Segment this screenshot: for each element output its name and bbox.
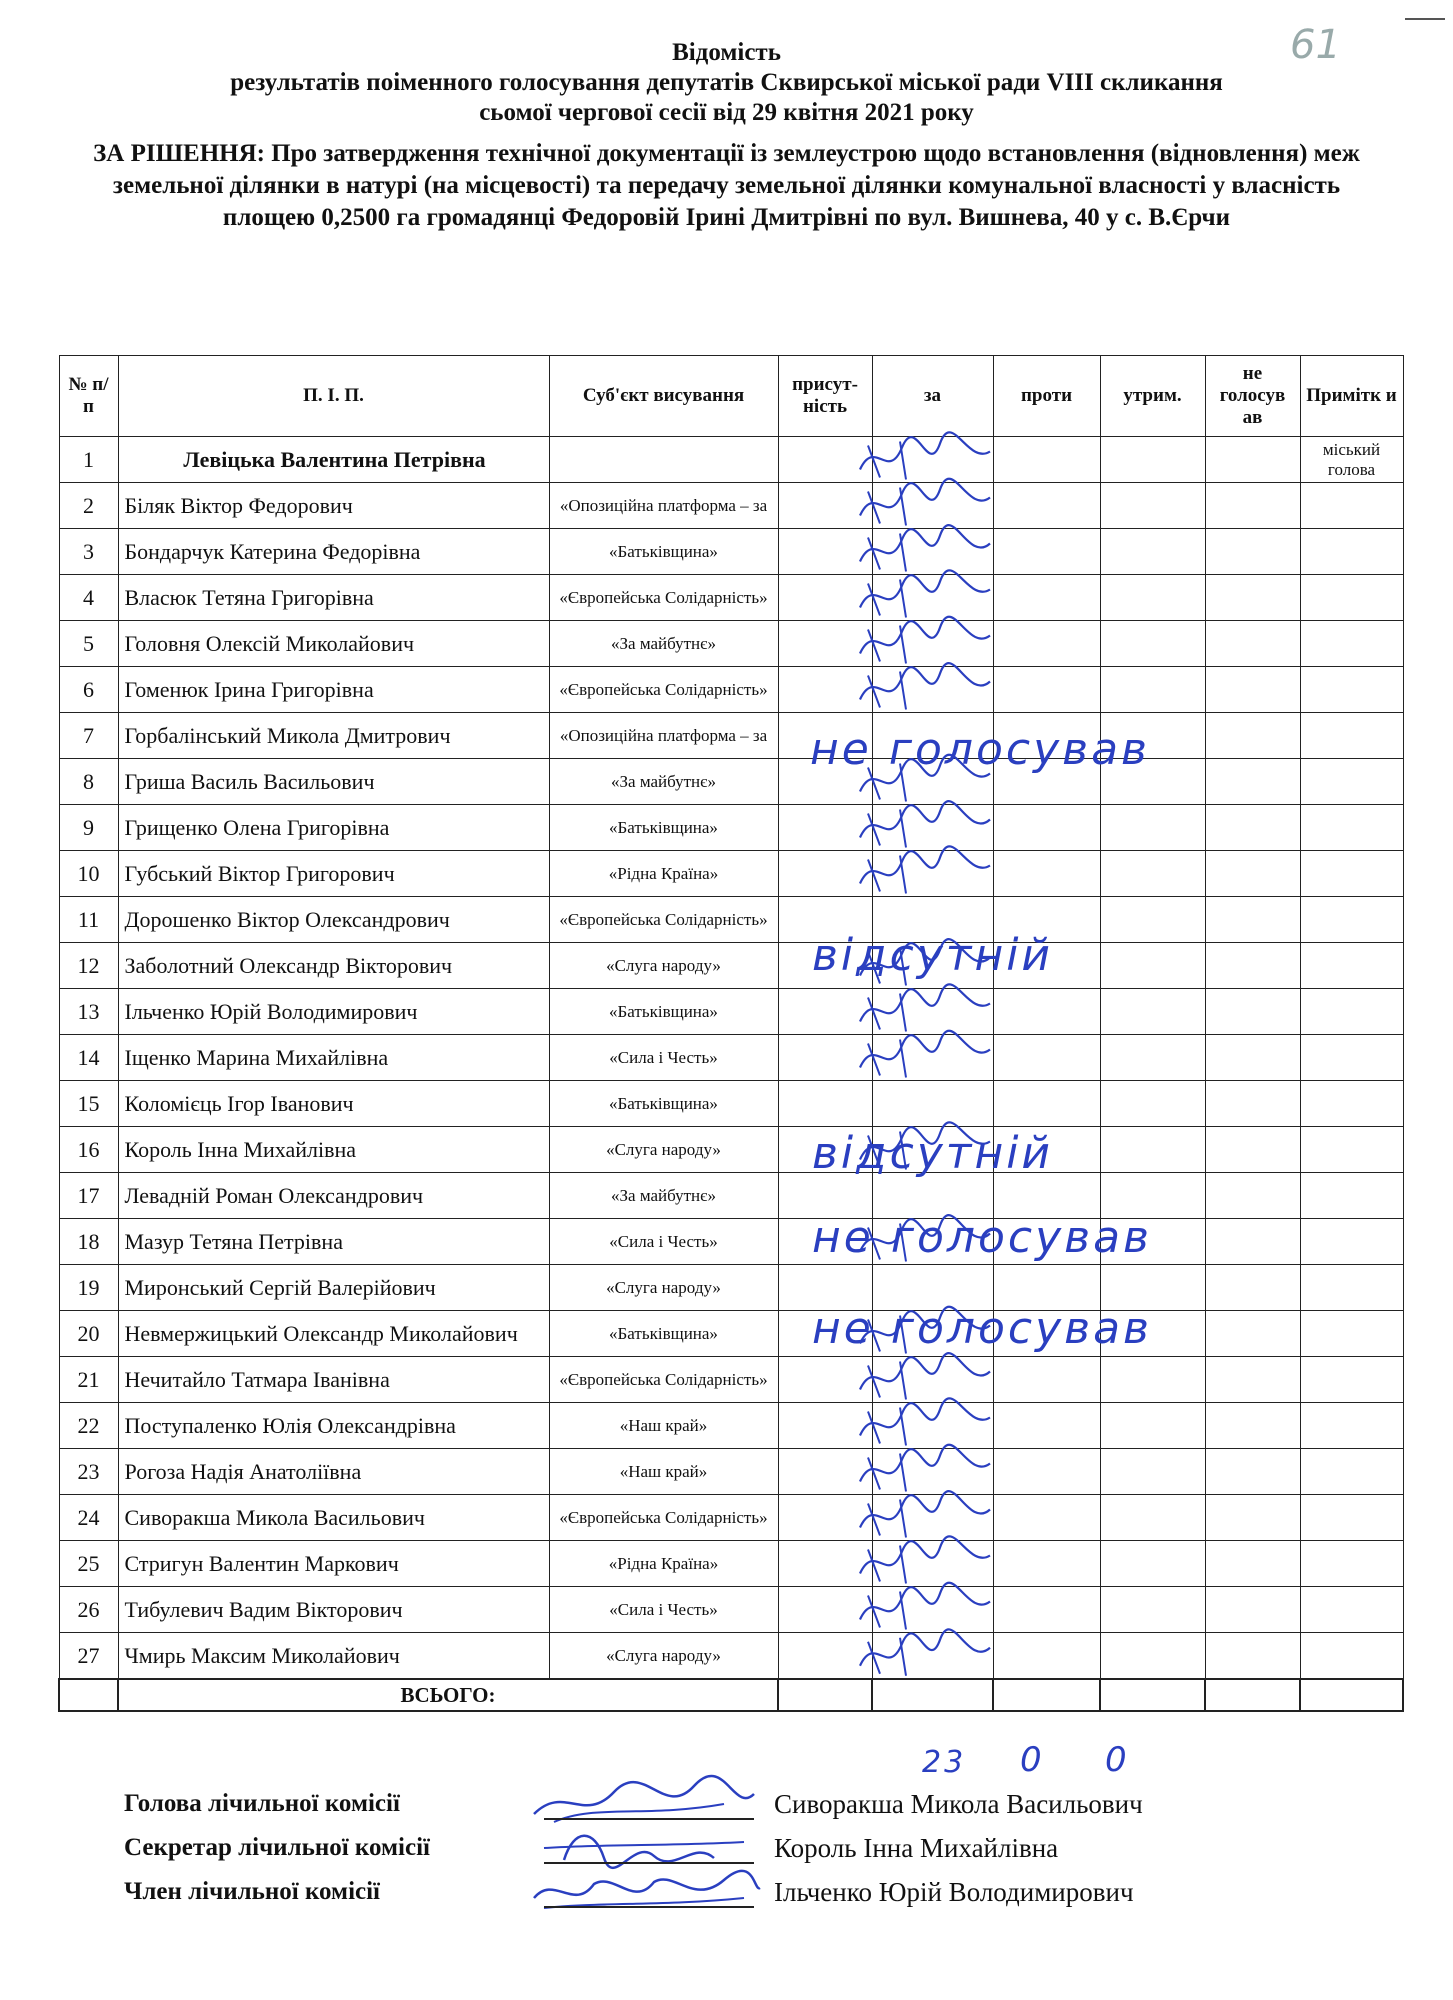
- total-row: [59, 1679, 1403, 1711]
- nominating-party: «Європейська Солідарність»: [549, 1495, 778, 1541]
- note-cell: [1300, 897, 1403, 943]
- deputy-name: Гоменюк Ірина Григорівна: [118, 667, 549, 713]
- table-row: [59, 1633, 1403, 1680]
- deputy-name: Головня Олексій Миколайович: [118, 621, 549, 667]
- row-number: 8: [59, 759, 118, 805]
- table-row: [59, 483, 1403, 529]
- row-number: 23: [59, 1449, 118, 1495]
- not-voted-cell: [1205, 851, 1300, 897]
- table-row: [59, 1495, 1403, 1541]
- col-for: за: [872, 356, 993, 437]
- table-row: [59, 805, 1403, 851]
- document-title: Відомість: [672, 39, 781, 66]
- vote-signature-scrawl: [860, 1122, 990, 1159]
- not-voted-cell: [1205, 621, 1300, 667]
- deputy-name: Біляк Віктор Федорович: [118, 483, 549, 529]
- note-cell: [1300, 1403, 1403, 1449]
- note-cell: [1300, 1449, 1403, 1495]
- vote-signature-scrawl: [860, 663, 990, 699]
- commission-role: Голова лічильної комісії: [124, 1790, 400, 1817]
- nominating-party: «Опозиційна платформа – за: [549, 483, 778, 529]
- total-against-value: 0: [1020, 1740, 1045, 1780]
- not-voted-cell: [1205, 943, 1300, 989]
- row-number: 15: [59, 1081, 118, 1127]
- total-label: ВСЬОГО:: [118, 1679, 778, 1711]
- not-voted-cell: [1205, 575, 1300, 621]
- row-number: 6: [59, 667, 118, 713]
- nominating-party: «Слуга народу»: [549, 1633, 778, 1680]
- deputy-name: Іщенко Марина Михайлівна: [118, 1035, 549, 1081]
- row-number: 9: [59, 805, 118, 851]
- abstain-cell: [1100, 621, 1205, 667]
- vote-signature-scrawl: [860, 1353, 990, 1389]
- total-abstain-value: 0: [1105, 1740, 1130, 1780]
- vote-signature-scrawl: [860, 617, 990, 654]
- handwritten-absent-row11: відсутній: [812, 930, 1054, 981]
- deputy-name: Бондарчук Катерина Федорівна: [118, 529, 549, 575]
- note-cell: [1300, 1219, 1403, 1265]
- vote-signature-scrawl: [860, 479, 990, 516]
- abstain-cell: [1100, 1403, 1205, 1449]
- abstain-cell: [1100, 1541, 1205, 1587]
- table-row: [59, 1173, 1403, 1219]
- not-voted-cell: [1205, 989, 1300, 1035]
- nominating-party: «Рідна Країна»: [549, 1541, 778, 1587]
- decision-text: ЗА РІШЕННЯ: Про затвердження технічної документації із землеустрою щодо встановлення (відновлення) меж земельної ділянки в натурі (на місцевості) та передачу земельної ділянки комунальної власності у власність площею 0,2500 га громадянці Федоровій Ірині Дмитрівні по вул. Вишнева, 40 у с. В.Єрчи: [93, 140, 1360, 231]
- row-number: 4: [59, 575, 118, 621]
- not-voted-cell: [1205, 437, 1300, 483]
- note-cell: [1300, 667, 1403, 713]
- abstain-cell: [1100, 483, 1205, 529]
- vote-signature-scrawl: [860, 1491, 990, 1527]
- not-voted-cell: [1205, 1265, 1300, 1311]
- nominating-party: «Європейська Солідарність»: [549, 1357, 778, 1403]
- nominating-party: «Рідна Країна»: [549, 851, 778, 897]
- note-cell: [1300, 1035, 1403, 1081]
- abstain-cell: [1100, 1449, 1205, 1495]
- nominating-party: «Батьківщина»: [549, 989, 778, 1035]
- deputy-name: Власюк Тетяна Григорівна: [118, 575, 549, 621]
- row-number: 25: [59, 1541, 118, 1587]
- not-voted-cell: [1205, 667, 1300, 713]
- table-row: [59, 1035, 1403, 1081]
- nominating-party: «Європейська Солідарність»: [549, 575, 778, 621]
- not-voted-cell: [1205, 1173, 1300, 1219]
- note-cell: [1300, 1173, 1403, 1219]
- deputy-name: Рогоза Надія Анатоліївна: [118, 1449, 549, 1495]
- voting-table: [58, 355, 1404, 1712]
- not-voted-cell: [1205, 1495, 1300, 1541]
- row-number: 19: [59, 1265, 118, 1311]
- abstain-cell: [1100, 1081, 1205, 1127]
- vote-signature-scrawl: [860, 984, 990, 1021]
- nominating-party: «За майбутнє»: [549, 759, 778, 805]
- abstain-cell: [1100, 1357, 1205, 1403]
- table-row: [59, 575, 1403, 621]
- not-voted-cell: [1205, 1035, 1300, 1081]
- abstain-cell: [1100, 1633, 1205, 1680]
- commission-row: [124, 1870, 1374, 1914]
- deputy-name: Горбалінський Микола Дмитрович: [118, 713, 549, 759]
- row-number: 27: [59, 1633, 118, 1680]
- nominating-party: «За майбутнє»: [549, 621, 778, 667]
- abstain-cell: [1100, 575, 1205, 621]
- signature-scrawl: [524, 1862, 764, 1918]
- deputy-name: Тибулевич Вадим Вікторович: [118, 1587, 549, 1633]
- deputy-name: Стригун Валентин Маркович: [118, 1541, 549, 1587]
- note-cell: [1300, 851, 1403, 897]
- deputy-name: Коломієць Ігор Іванович: [118, 1081, 549, 1127]
- table-row: [59, 759, 1403, 805]
- handwritten-not-voted-row19: не голосував: [812, 1303, 1152, 1354]
- note-cell: [1300, 1311, 1403, 1357]
- row-number: 11: [59, 897, 118, 943]
- nominating-party: «Батьківщина»: [549, 529, 778, 575]
- col-party: Суб'єкт висування: [549, 356, 778, 437]
- vote-signature-scrawl: [860, 846, 990, 883]
- not-voted-cell: [1205, 713, 1300, 759]
- abstain-cell: [1100, 437, 1205, 483]
- not-voted-cell: [1205, 1541, 1300, 1587]
- abstain-cell: [1100, 1495, 1205, 1541]
- col-abstain: утрим.: [1100, 356, 1205, 437]
- note-cell: [1300, 1265, 1403, 1311]
- handwritten-not-voted-row17: не голосував: [812, 1212, 1152, 1263]
- note-cell: [1300, 713, 1403, 759]
- row-number: 12: [59, 943, 118, 989]
- abstain-cell: [1100, 1127, 1205, 1173]
- vote-signature-scrawl: [860, 525, 990, 561]
- nominating-party: «Європейська Солідарність»: [549, 897, 778, 943]
- table-header-row: [59, 356, 1403, 437]
- not-voted-cell: [1205, 805, 1300, 851]
- total-for-value: 23: [922, 1745, 967, 1780]
- vote-signature-scrawl: [860, 755, 990, 792]
- deputy-name: Губський Віктор Григорович: [118, 851, 549, 897]
- table-row: [59, 1587, 1403, 1633]
- note-cell: [1300, 759, 1403, 805]
- row-number: 18: [59, 1219, 118, 1265]
- row-number: 20: [59, 1311, 118, 1357]
- table-row: [59, 1541, 1403, 1587]
- table-row: [59, 713, 1403, 759]
- table-row: [59, 1265, 1403, 1311]
- abstain-cell: [1100, 897, 1205, 943]
- col-not-voted: не голосув ав: [1205, 356, 1300, 437]
- deputy-name: Заболотний Олександр Вікторович: [118, 943, 549, 989]
- note-cell: [1300, 529, 1403, 575]
- col-present: присут-ність: [778, 356, 872, 437]
- vote-signature-scrawl: [860, 801, 990, 837]
- table-row: [59, 1403, 1403, 1449]
- commission-name: Король Інна Михайлівна: [774, 1833, 1059, 1863]
- table-row: [59, 1127, 1403, 1173]
- vote-signature-scrawl: [860, 1307, 990, 1344]
- note-cell: [1300, 943, 1403, 989]
- deputy-name: Миронський Сергій Валерійович: [118, 1265, 549, 1311]
- document-subtitle-2: сьомої чергової сесії від 29 квітня 2021 року: [479, 99, 974, 126]
- row-number: 10: [59, 851, 118, 897]
- note-cell: [1300, 1357, 1403, 1403]
- deputy-name: Мазур Тетяна Петрівна: [118, 1219, 549, 1265]
- deputy-name: Король Інна Михайлівна: [118, 1127, 549, 1173]
- vote-signature-scrawl: [860, 1215, 990, 1251]
- row-number: 16: [59, 1127, 118, 1173]
- not-voted-cell: [1205, 1127, 1300, 1173]
- note-cell: [1300, 1541, 1403, 1587]
- not-voted-cell: [1205, 1403, 1300, 1449]
- vote-signature-scrawl: [860, 1583, 990, 1620]
- vote-signature-scrawl: [860, 939, 990, 975]
- note-cell: міський голова: [1300, 437, 1403, 483]
- row-number: 24: [59, 1495, 118, 1541]
- row-number: 13: [59, 989, 118, 1035]
- not-voted-cell: [1205, 483, 1300, 529]
- commission-role: Секретар лічильної комісії: [124, 1834, 430, 1861]
- col-num: № п/п: [59, 356, 118, 437]
- table-row: [59, 851, 1403, 897]
- handwritten-absent-row15: відсутній: [812, 1128, 1054, 1179]
- document-subtitle-1: результатів поіменного голосування депутатів Сквирської міської ради VIII скликання: [230, 69, 1223, 96]
- row-number: 17: [59, 1173, 118, 1219]
- note-cell: [1300, 621, 1403, 667]
- abstain-cell: [1100, 943, 1205, 989]
- not-voted-cell: [1205, 1357, 1300, 1403]
- nominating-party: «Батьківщина»: [549, 1081, 778, 1127]
- nominating-party: «Слуга народу»: [549, 1127, 778, 1173]
- abstain-cell: [1100, 805, 1205, 851]
- nominating-party: «Батьківщина»: [549, 1311, 778, 1357]
- deputy-name: Левадній Роман Олександрович: [118, 1173, 549, 1219]
- note-cell: [1300, 483, 1403, 529]
- note-cell: [1300, 1633, 1403, 1680]
- not-voted-cell: [1205, 1633, 1300, 1680]
- document-header: [40, 38, 1413, 234]
- vote-signatures: [840, 430, 1010, 1760]
- row-number: 21: [59, 1357, 118, 1403]
- abstain-cell: [1100, 1587, 1205, 1633]
- nominating-party: «Європейська Солідарність»: [549, 667, 778, 713]
- not-voted-cell: [1205, 1587, 1300, 1633]
- table-row: [59, 1311, 1403, 1357]
- row-number: 26: [59, 1587, 118, 1633]
- deputy-name: Дорошенко Віктор Олександрович: [118, 897, 549, 943]
- deputy-name: Нечитайло Татмара Іванівна: [118, 1357, 549, 1403]
- nominating-party: «Слуга народу»: [549, 1265, 778, 1311]
- nominating-party: «Опозиційна платформа – за: [549, 713, 778, 759]
- table-row: [59, 897, 1403, 943]
- corner-line: [1405, 18, 1445, 20]
- table-row: [59, 437, 1403, 483]
- row-number: 2: [59, 483, 118, 529]
- deputy-name: Гриша Василь Васильович: [118, 759, 549, 805]
- nominating-party: «Слуга народу»: [549, 943, 778, 989]
- commission-block: [124, 1782, 1374, 1914]
- vote-signature-scrawl: [860, 1445, 990, 1482]
- deputy-name: Ільченко Юрій Володимирович: [118, 989, 549, 1035]
- vote-signature-scrawl: [860, 1536, 990, 1573]
- note-cell: [1300, 989, 1403, 1035]
- nominating-party: «Наш край»: [549, 1449, 778, 1495]
- deputy-name: Невмержицький Олександр Миколайович: [118, 1311, 549, 1357]
- abstain-cell: [1100, 667, 1205, 713]
- abstain-cell: [1100, 851, 1205, 897]
- nominating-party: «Сила і Честь»: [549, 1219, 778, 1265]
- table-row: [59, 1449, 1403, 1495]
- table-row: [59, 943, 1403, 989]
- deputy-name: Чмирь Максим Миколайович: [118, 1633, 549, 1680]
- note-cell: [1300, 575, 1403, 621]
- nominating-party: «Батьківщина»: [549, 805, 778, 851]
- deputy-name: Поступаленко Юлія Олександрівна: [118, 1403, 549, 1449]
- nominating-party: «Сила і Честь»: [549, 1587, 778, 1633]
- vote-signature-scrawl: [860, 1629, 990, 1665]
- row-number: 22: [59, 1403, 118, 1449]
- not-voted-cell: [1205, 1219, 1300, 1265]
- col-name: П. І. П.: [118, 356, 549, 437]
- row-number: 14: [59, 1035, 118, 1081]
- not-voted-cell: [1205, 759, 1300, 805]
- handwritten-not-voted-row7: не голосував: [810, 724, 1150, 775]
- deputy-name: Левіцька Валентина Петрівна: [118, 437, 549, 483]
- table-row: [59, 1081, 1403, 1127]
- table-row: [59, 621, 1403, 667]
- commission-name: Ільченко Юрій Володимирович: [774, 1877, 1134, 1907]
- nominating-party: [549, 437, 778, 483]
- note-cell: [1300, 1081, 1403, 1127]
- nominating-party: «Наш край»: [549, 1403, 778, 1449]
- vote-signature-scrawl: [860, 1398, 990, 1435]
- row-number: 7: [59, 713, 118, 759]
- vote-signature-scrawl: [860, 432, 990, 469]
- not-voted-cell: [1205, 1311, 1300, 1357]
- table-row: [59, 667, 1403, 713]
- abstain-cell: [1100, 989, 1205, 1035]
- vote-signature-scrawl: [860, 1031, 990, 1068]
- deputy-name: Грищенко Олена Григорівна: [118, 805, 549, 851]
- deputy-name: Сиворакша Микола Васильович: [118, 1495, 549, 1541]
- page-mark: 61: [1290, 22, 1341, 68]
- not-voted-cell: [1205, 529, 1300, 575]
- table-row: [59, 1219, 1403, 1265]
- nominating-party: «За майбутнє»: [549, 1173, 778, 1219]
- row-number: 5: [59, 621, 118, 667]
- col-note: Примітк и: [1300, 356, 1403, 437]
- note-cell: [1300, 1127, 1403, 1173]
- abstain-cell: [1100, 1035, 1205, 1081]
- nominating-party: «Сила і Честь»: [549, 1035, 778, 1081]
- col-against: проти: [993, 356, 1100, 437]
- note-cell: [1300, 1587, 1403, 1633]
- table-row: [59, 989, 1403, 1035]
- note-cell: [1300, 805, 1403, 851]
- not-voted-cell: [1205, 1081, 1300, 1127]
- not-voted-cell: [1205, 897, 1300, 943]
- abstain-cell: [1100, 529, 1205, 575]
- note-cell: [1300, 1495, 1403, 1541]
- commission-name: Сиворакша Микола Васильович: [774, 1789, 1143, 1819]
- not-voted-cell: [1205, 1449, 1300, 1495]
- table-row: [59, 1357, 1403, 1403]
- row-number: 3: [59, 529, 118, 575]
- row-number: 1: [59, 437, 118, 483]
- table-row: [59, 529, 1403, 575]
- commission-role: Член лічильної комісії: [124, 1878, 381, 1905]
- vote-signature-scrawl: [860, 570, 990, 607]
